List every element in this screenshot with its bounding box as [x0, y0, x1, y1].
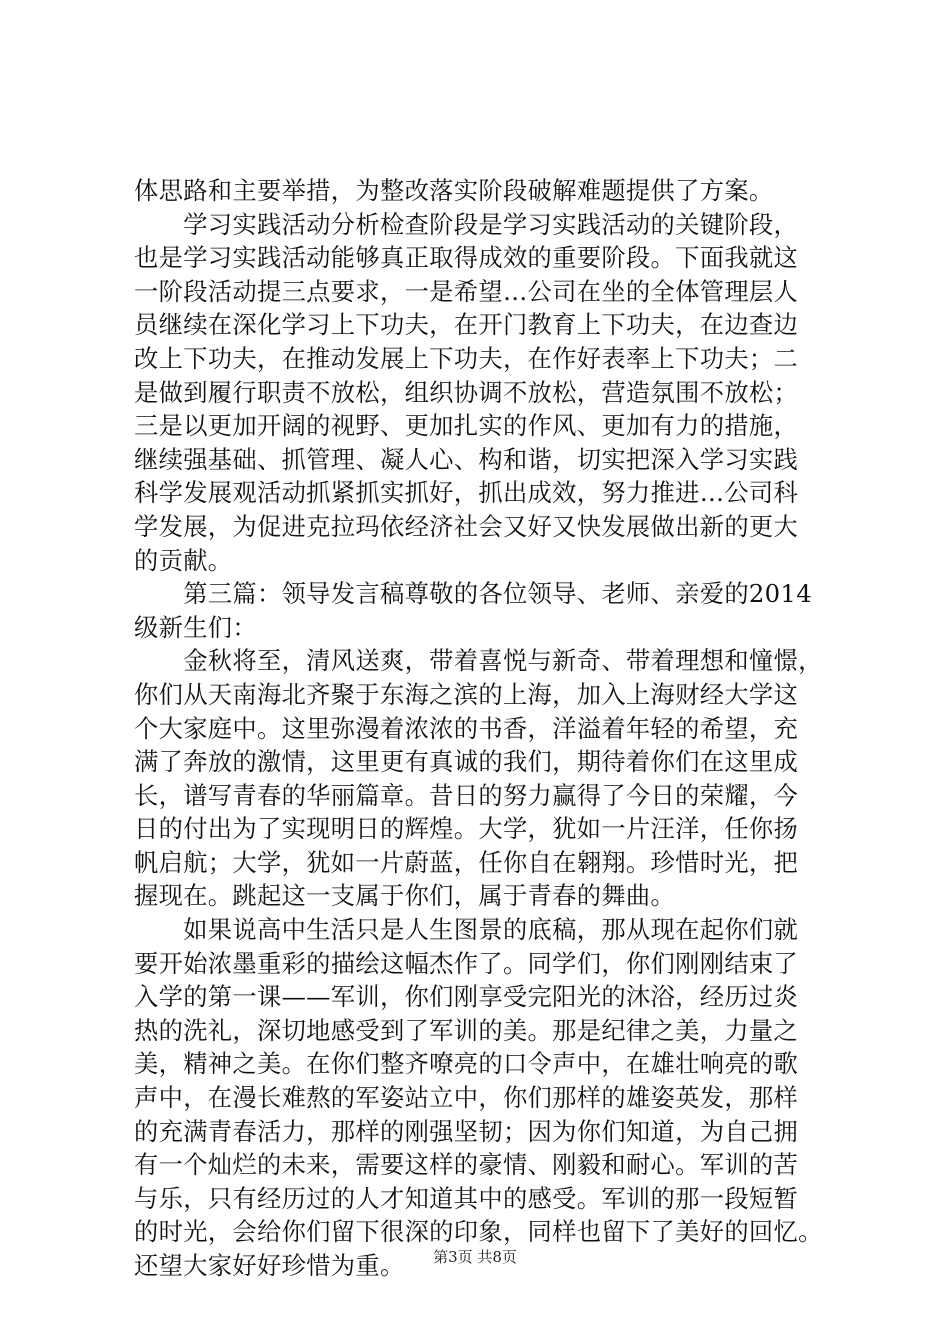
text-line: 帆启航；大学，犹如一片蔚蓝，任你自在翱翔。珍惜时光，把	[134, 847, 799, 877]
text-line: 个大家庭中。这里弥漫着浓浓的书香，洋溢着年轻的希望，充	[134, 713, 799, 743]
text-line: 日的付出为了实现明日的辉煌。大学，犹如一片汪洋，任你扬	[134, 814, 799, 844]
section-heading-line: 级新生们：	[134, 612, 257, 642]
text-line: 还望大家好好珍惜为重。	[134, 1251, 405, 1280]
text-line: 的时光，会给你们留下很深的印象，同样也留下了美好的回忆。	[134, 1217, 823, 1247]
text-line: 满了奔放的激情，这里更有真诚的我们，期待着你们在这里成	[134, 747, 799, 777]
text-line: 一阶段活动提三点要求，一是希望…公司在坐的全体管理层人	[134, 276, 799, 306]
text-line: 的贡献。	[134, 545, 233, 575]
text-line: 学发展，为促进克拉玛依经济社会又好又快发展做出新的更大	[134, 511, 799, 541]
text-line: 美，精神之美。在你们整齐嘹亮的口令声中，在雄壮响亮的歌	[134, 1049, 799, 1079]
text-line: 有一个灿烂的未来，需要这样的豪情、刚毅和耐心。军训的苦	[134, 1150, 799, 1180]
text-line: 你们从天南海北齐聚于东海之滨的上海，加入上海财经大学这	[134, 679, 799, 709]
text-line: 如果说高中生活只是人生图景的底稿，那从现在起你们就	[134, 915, 799, 945]
text-line: 学习实践活动分析检查阶段是学习实践活动的关键阶段，	[134, 209, 799, 239]
text-line: 长，谱写青春的华丽篇章。昔日的努力赢得了今日的荣耀，今	[134, 780, 799, 810]
text-line: 声中，在漫长难熬的军姿站立中，你们那样的雄姿英发，那样	[134, 1083, 799, 1113]
page-number-footer: 第3页 共8页	[433, 1248, 517, 1266]
text-line: 三是以更加开阔的视野、更加扎实的作风、更加有力的措施，	[134, 411, 799, 441]
section-heading-line: 第三篇：领导发言稿尊敬的各位领导、老师、亲爱的2014	[134, 579, 812, 609]
text-line: 金秋将至，清风送爽，带着喜悦与新奇、带着理想和憧憬，	[134, 646, 823, 676]
text-line: 入学的第一课——军训，你们刚享受完阳光的沐浴，经历过炎	[134, 982, 799, 1012]
text-line: 热的洗礼，深切地感受到了军训的美。那是纪律之美，力量之	[134, 1015, 799, 1045]
text-line: 的充满青春活力，那样的刚强坚韧；因为你们知道，为自己拥	[134, 1116, 799, 1146]
text-line: 继续强基础、抓管理、凝人心、构和谐，切实把深入学习实践	[134, 444, 799, 474]
text-line: 与乐，只有经历过的人才知道其中的感受。军训的那一段短暂	[134, 1183, 799, 1213]
text-line: 也是学习实践活动能够真正取得成效的重要阶段。下面我就这	[134, 243, 799, 273]
text-line: 是做到履行职责不放松，组织协调不放松，营造氛围不放松；	[134, 377, 799, 407]
text-line: 体思路和主要举措，为整改落实阶段破解难题提供了方案。	[134, 176, 774, 205]
document-body	[134, 174, 824, 1283]
text-line: 科学发展观活动抓紧抓实抓好，抓出成效，努力推进…公司科	[134, 478, 799, 508]
text-line: 要开始浓墨重彩的描绘这幅杰作了。同学们，你们刚刚结束了	[134, 948, 799, 978]
text-line: 员继续在深化学习上下功夫，在开门教育上下功夫，在边查边	[134, 310, 799, 340]
text-line: 改上下功夫，在推动发展上下功夫，在作好表率上下功夫；二	[134, 343, 799, 373]
text-line: 握现在。跳起这一支属于你们，属于青春的舞曲。	[134, 881, 676, 911]
